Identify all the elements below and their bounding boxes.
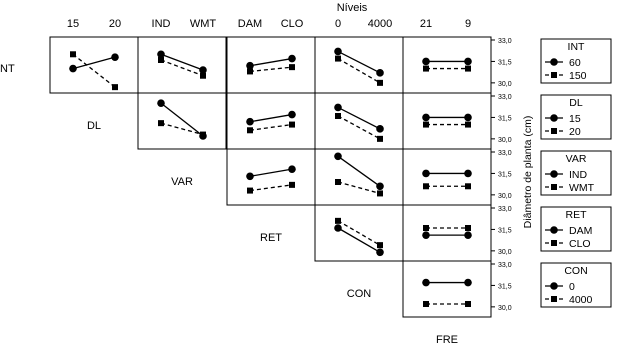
factor-label-fre: FRE: [436, 334, 458, 344]
series-solid-point: [376, 69, 384, 77]
series-solid-point: [464, 114, 472, 122]
legend-dashed-label: 150: [569, 70, 587, 82]
y-tick-label: 31,5: [498, 171, 512, 179]
legend-dashed-label: 20: [569, 126, 581, 138]
series-solid-point: [334, 104, 342, 112]
series-dashed-line: [338, 116, 380, 139]
series-dashed-line: [338, 221, 380, 245]
panel-box-r4-c4: [403, 261, 491, 317]
series-solid-point: [246, 62, 254, 70]
y-tick-label: 31,5: [498, 59, 512, 67]
series-solid-point: [157, 50, 165, 58]
level-label-int-1: 20: [108, 18, 122, 30]
legend-dashed-marker: [551, 296, 557, 302]
panel-box-r0-c4: [403, 37, 491, 93]
series-dashed-point: [465, 183, 471, 189]
series-dashed-point: [423, 301, 429, 307]
series-dashed-line: [250, 125, 292, 131]
series-dashed-point: [423, 66, 429, 72]
panel-box-r1-c1: [138, 93, 226, 149]
legend-con: [541, 263, 611, 307]
legend-solid-marker: [550, 226, 558, 234]
series-solid-point: [376, 182, 384, 190]
legend-solid-marker: [550, 170, 558, 178]
series-dashed-point: [335, 56, 341, 62]
legend-title: INT: [567, 41, 585, 53]
series-dashed-point: [377, 136, 383, 142]
series-solid-point: [376, 248, 384, 256]
y-tick-label: 31,5: [498, 227, 512, 235]
series-dashed-point: [465, 301, 471, 307]
legend-var: [541, 151, 611, 195]
series-solid-point: [422, 170, 430, 178]
series-solid-point: [288, 165, 296, 173]
series-solid-line: [250, 169, 292, 176]
y-tick-label: 33,0: [498, 38, 512, 45]
y-tick-label: 30,0: [498, 80, 512, 88]
series-solid-point: [199, 132, 207, 140]
series-solid-point: [376, 125, 384, 133]
panel-grid: [50, 37, 512, 317]
factor-label-dl: DL: [86, 120, 102, 132]
panel-box-r0-c0: [50, 37, 138, 93]
panel-box-r3-c4: [403, 205, 491, 261]
series-solid-point: [288, 55, 296, 63]
y-tick-label: 33,0: [498, 262, 512, 269]
panel-box-r1-c2: [227, 93, 315, 149]
legend-dashed-label: CLO: [569, 238, 591, 250]
series-dashed-point: [377, 242, 383, 248]
y-tick-label: 31,5: [498, 115, 512, 123]
series-dashed-point: [289, 64, 295, 70]
legend-dashed-marker: [551, 72, 557, 78]
series-solid-line: [338, 156, 380, 186]
series-dashed-point: [289, 182, 295, 188]
series-dashed-point: [335, 113, 341, 119]
legend-boxes: [541, 39, 611, 307]
series-solid-point: [334, 224, 342, 232]
series-dashed-line: [161, 123, 203, 134]
series-dashed-point: [377, 190, 383, 196]
level-label-con-0: 21: [419, 18, 433, 30]
legend-dashed-label: WMT: [569, 182, 595, 194]
y-tick-label: 31,5: [498, 283, 512, 291]
series-dashed-line: [250, 67, 292, 71]
series-solid-point: [422, 58, 430, 66]
series-dashed-point: [70, 51, 76, 57]
series-dashed-point: [247, 127, 253, 133]
series-solid-point: [246, 118, 254, 126]
legend-title: DL: [569, 97, 583, 109]
y-tick-label: 33,0: [498, 94, 512, 101]
y-tick-label: 30,0: [498, 136, 512, 144]
panel-box-r2-c3: [315, 149, 403, 205]
series-dashed-point: [377, 80, 383, 86]
series-solid-point: [157, 99, 165, 107]
series-solid-line: [338, 107, 380, 128]
series-dashed-point: [423, 183, 429, 189]
legend-dashed-marker: [551, 128, 557, 134]
series-solid-point: [288, 111, 296, 119]
factor-label-ret: RET: [260, 232, 282, 244]
series-dashed-point: [465, 122, 471, 128]
legend-solid-marker: [550, 114, 558, 122]
series-solid-point: [422, 114, 430, 122]
legend-dl: [541, 95, 611, 139]
legend-title: VAR: [565, 153, 587, 165]
level-label-int-0: 15: [66, 18, 80, 30]
legend-ret: [541, 207, 611, 251]
panel-box-r1-c3: [315, 93, 403, 149]
level-label-ret-1: 4000: [367, 18, 393, 30]
panel-box-r1-c4: [403, 93, 491, 149]
panel-box-r0-c3: [315, 37, 403, 93]
series-dashed-point: [247, 188, 253, 194]
series-dashed-point: [158, 120, 164, 126]
series-solid-point: [422, 231, 430, 239]
legend-dashed-label: 4000: [569, 294, 593, 306]
legend-solid-label: 60: [569, 57, 581, 69]
series-solid-point: [464, 279, 472, 287]
series-dashed-point: [289, 122, 295, 128]
legend-solid-marker: [550, 282, 558, 290]
legend-int: [541, 39, 611, 83]
series-dashed-line: [338, 182, 380, 193]
legend-solid-label: IND: [569, 169, 588, 181]
legend-solid-label: DAM: [569, 225, 593, 237]
series-solid-line: [250, 115, 292, 122]
legend-dashed-marker: [551, 184, 557, 190]
level-label-con-1: 9: [464, 18, 472, 30]
series-dashed-point: [465, 225, 471, 231]
series-solid-point: [199, 66, 207, 74]
panel-box-r2-c4: [403, 149, 491, 205]
y-tick-label: 33,0: [498, 206, 512, 213]
series-dashed-point: [335, 179, 341, 185]
series-solid-point: [422, 279, 430, 287]
y-tick-label: 30,0: [498, 248, 512, 256]
series-solid-point: [334, 152, 342, 160]
y-axis-label: Diâmetro de planta (cm): [522, 115, 534, 229]
series-dashed-point: [423, 122, 429, 128]
panel-box-r0-c1: [138, 37, 226, 93]
series-solid-point: [464, 58, 472, 66]
series-dashed-point: [112, 84, 118, 90]
series-dashed-line: [250, 185, 292, 191]
series-solid-point: [464, 231, 472, 239]
factor-label-con: CON: [346, 288, 372, 300]
series-solid-line: [338, 228, 380, 252]
legend-solid-label: 0: [569, 281, 575, 293]
level-label-var-1: CLO: [280, 18, 304, 30]
series-dashed-point: [335, 218, 341, 224]
series-solid-point: [334, 48, 342, 56]
legend-solid-label: 15: [569, 113, 581, 125]
series-dashed-point: [423, 225, 429, 231]
panel-box-r2-c2: [227, 149, 315, 205]
series-solid-point: [69, 65, 77, 73]
series-solid-point: [111, 53, 119, 61]
top-axis-label: Níveis: [336, 2, 368, 14]
factor-label-var: VAR: [171, 176, 193, 188]
series-solid-line: [250, 59, 292, 66]
legend-title: CON: [564, 265, 588, 277]
series-solid-point: [464, 170, 472, 178]
legend-title: RET: [565, 209, 587, 221]
legend-dashed-marker: [551, 240, 557, 246]
level-label-var-0: DAM: [237, 18, 263, 30]
factor-label-int: NT: [0, 63, 15, 75]
level-label-ret-0: 0: [334, 18, 342, 30]
y-tick-label: 33,0: [498, 150, 512, 157]
y-tick-label: 30,0: [498, 304, 512, 312]
series-dashed-point: [465, 66, 471, 72]
series-solid-line: [161, 103, 203, 136]
series-solid-point: [246, 172, 254, 180]
level-label-dl-0: IND: [151, 18, 171, 30]
legend-solid-marker: [550, 58, 558, 66]
y-tick-label: 30,0: [498, 192, 512, 200]
level-label-dl-1: WMT: [189, 18, 217, 30]
panel-box-r0-c2: [227, 37, 315, 93]
